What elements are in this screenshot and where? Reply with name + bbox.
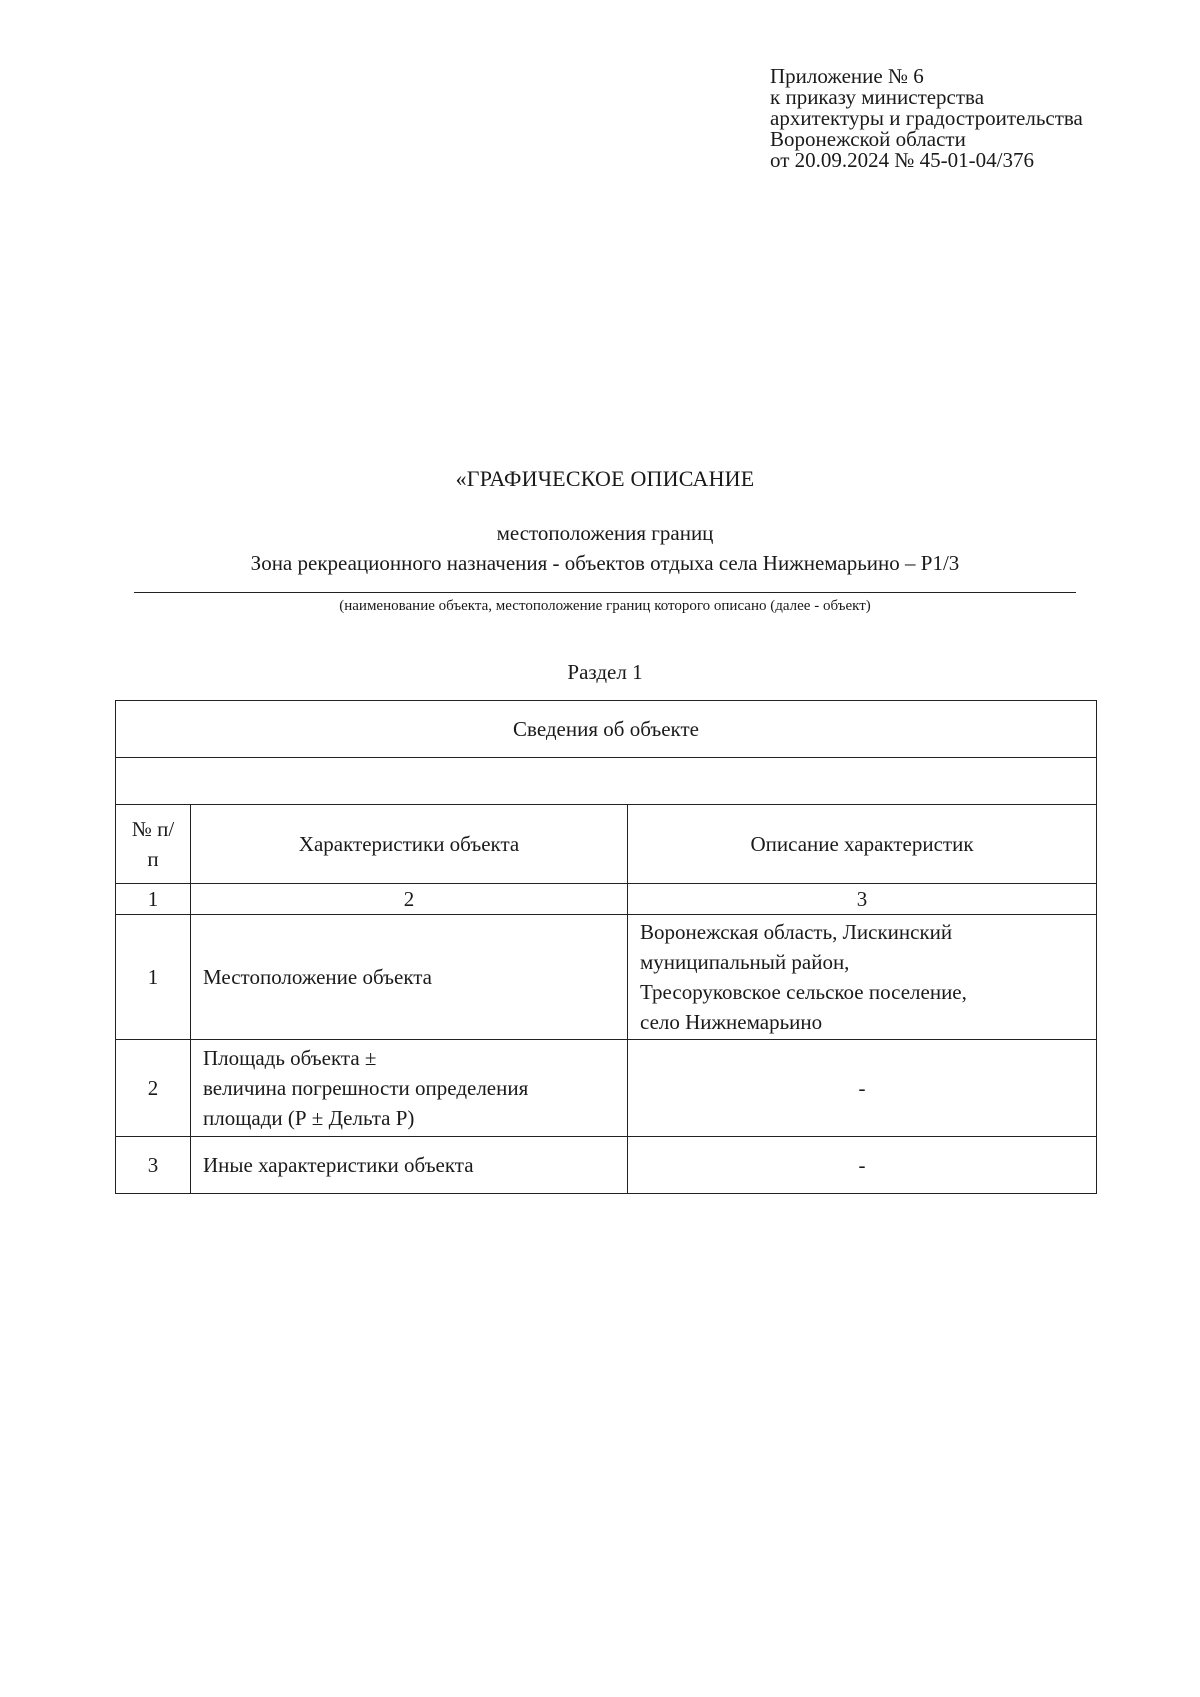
row-description [628, 915, 1097, 1040]
table-empty-row [116, 758, 1097, 805]
object-info-table [115, 700, 1097, 1194]
row-characteristic: Иные характеристики объекта [191, 1137, 628, 1194]
description-line: Тресоруковское сельское поселение, [640, 980, 967, 1004]
column-header-characteristic: Характеристики объекта [191, 805, 628, 884]
column-number: 2 [191, 884, 628, 915]
description-line: муниципальный район, [640, 950, 850, 974]
table-heading-row [116, 701, 1097, 758]
subtitle-line-object-name: Зона рекреационного назначения - объектов отдыха села Нижнемарьино – Р1/3 [250, 551, 960, 575]
approval-line: Приложение № 6 [770, 64, 924, 88]
underline-caption: (наименование объекта, местоположение границ которого описано (далее - объект) [339, 598, 871, 614]
empty-cell [116, 758, 1097, 805]
approval-block [770, 66, 1083, 171]
approval-line: архитектуры и градостроительства [770, 106, 1083, 130]
section-title: Раздел 1 [567, 660, 643, 684]
approval-line: от 20.09.2024 № 45-01-04/376 [770, 148, 1035, 172]
row-characteristic [191, 1040, 628, 1137]
document-title: «ГРАФИЧЕСКОЕ ОПИСАНИЕ [455, 466, 755, 491]
description-line: село Нижнемарьино [640, 1010, 823, 1034]
characteristic-line: Площадь объекта ± [203, 1046, 377, 1070]
table-row [116, 915, 1097, 1040]
column-numbers-row [116, 884, 1097, 915]
column-number: 1 [116, 884, 191, 915]
column-number: 3 [628, 884, 1097, 915]
table-row [116, 1137, 1097, 1194]
row-number: 2 [116, 1040, 191, 1137]
characteristic-line: величина погрешности определения [203, 1076, 529, 1100]
approval-line: к приказу министерства [770, 85, 985, 109]
approval-line: Воронежской области [770, 127, 966, 151]
characteristic-line: площади (Р ± Дельта Р) [203, 1106, 415, 1130]
row-description: - [628, 1040, 1097, 1137]
row-characteristic: Местоположение объекта [191, 915, 628, 1040]
column-header-description: Описание характеристик [628, 805, 1097, 884]
object-name-underline [134, 592, 1076, 593]
row-description: - [628, 1137, 1097, 1194]
description-line: Воронежская область, Лискинский [640, 920, 953, 944]
document-subtitle [0, 518, 1200, 578]
subtitle-line: местоположения границ [496, 521, 714, 545]
table-header-row [116, 805, 1097, 884]
column-header-num: № п/п [116, 805, 191, 884]
table-row [116, 1040, 1097, 1137]
row-number: 3 [116, 1137, 191, 1194]
table-heading: Сведения об объекте [116, 701, 1097, 758]
row-number: 1 [116, 915, 191, 1040]
